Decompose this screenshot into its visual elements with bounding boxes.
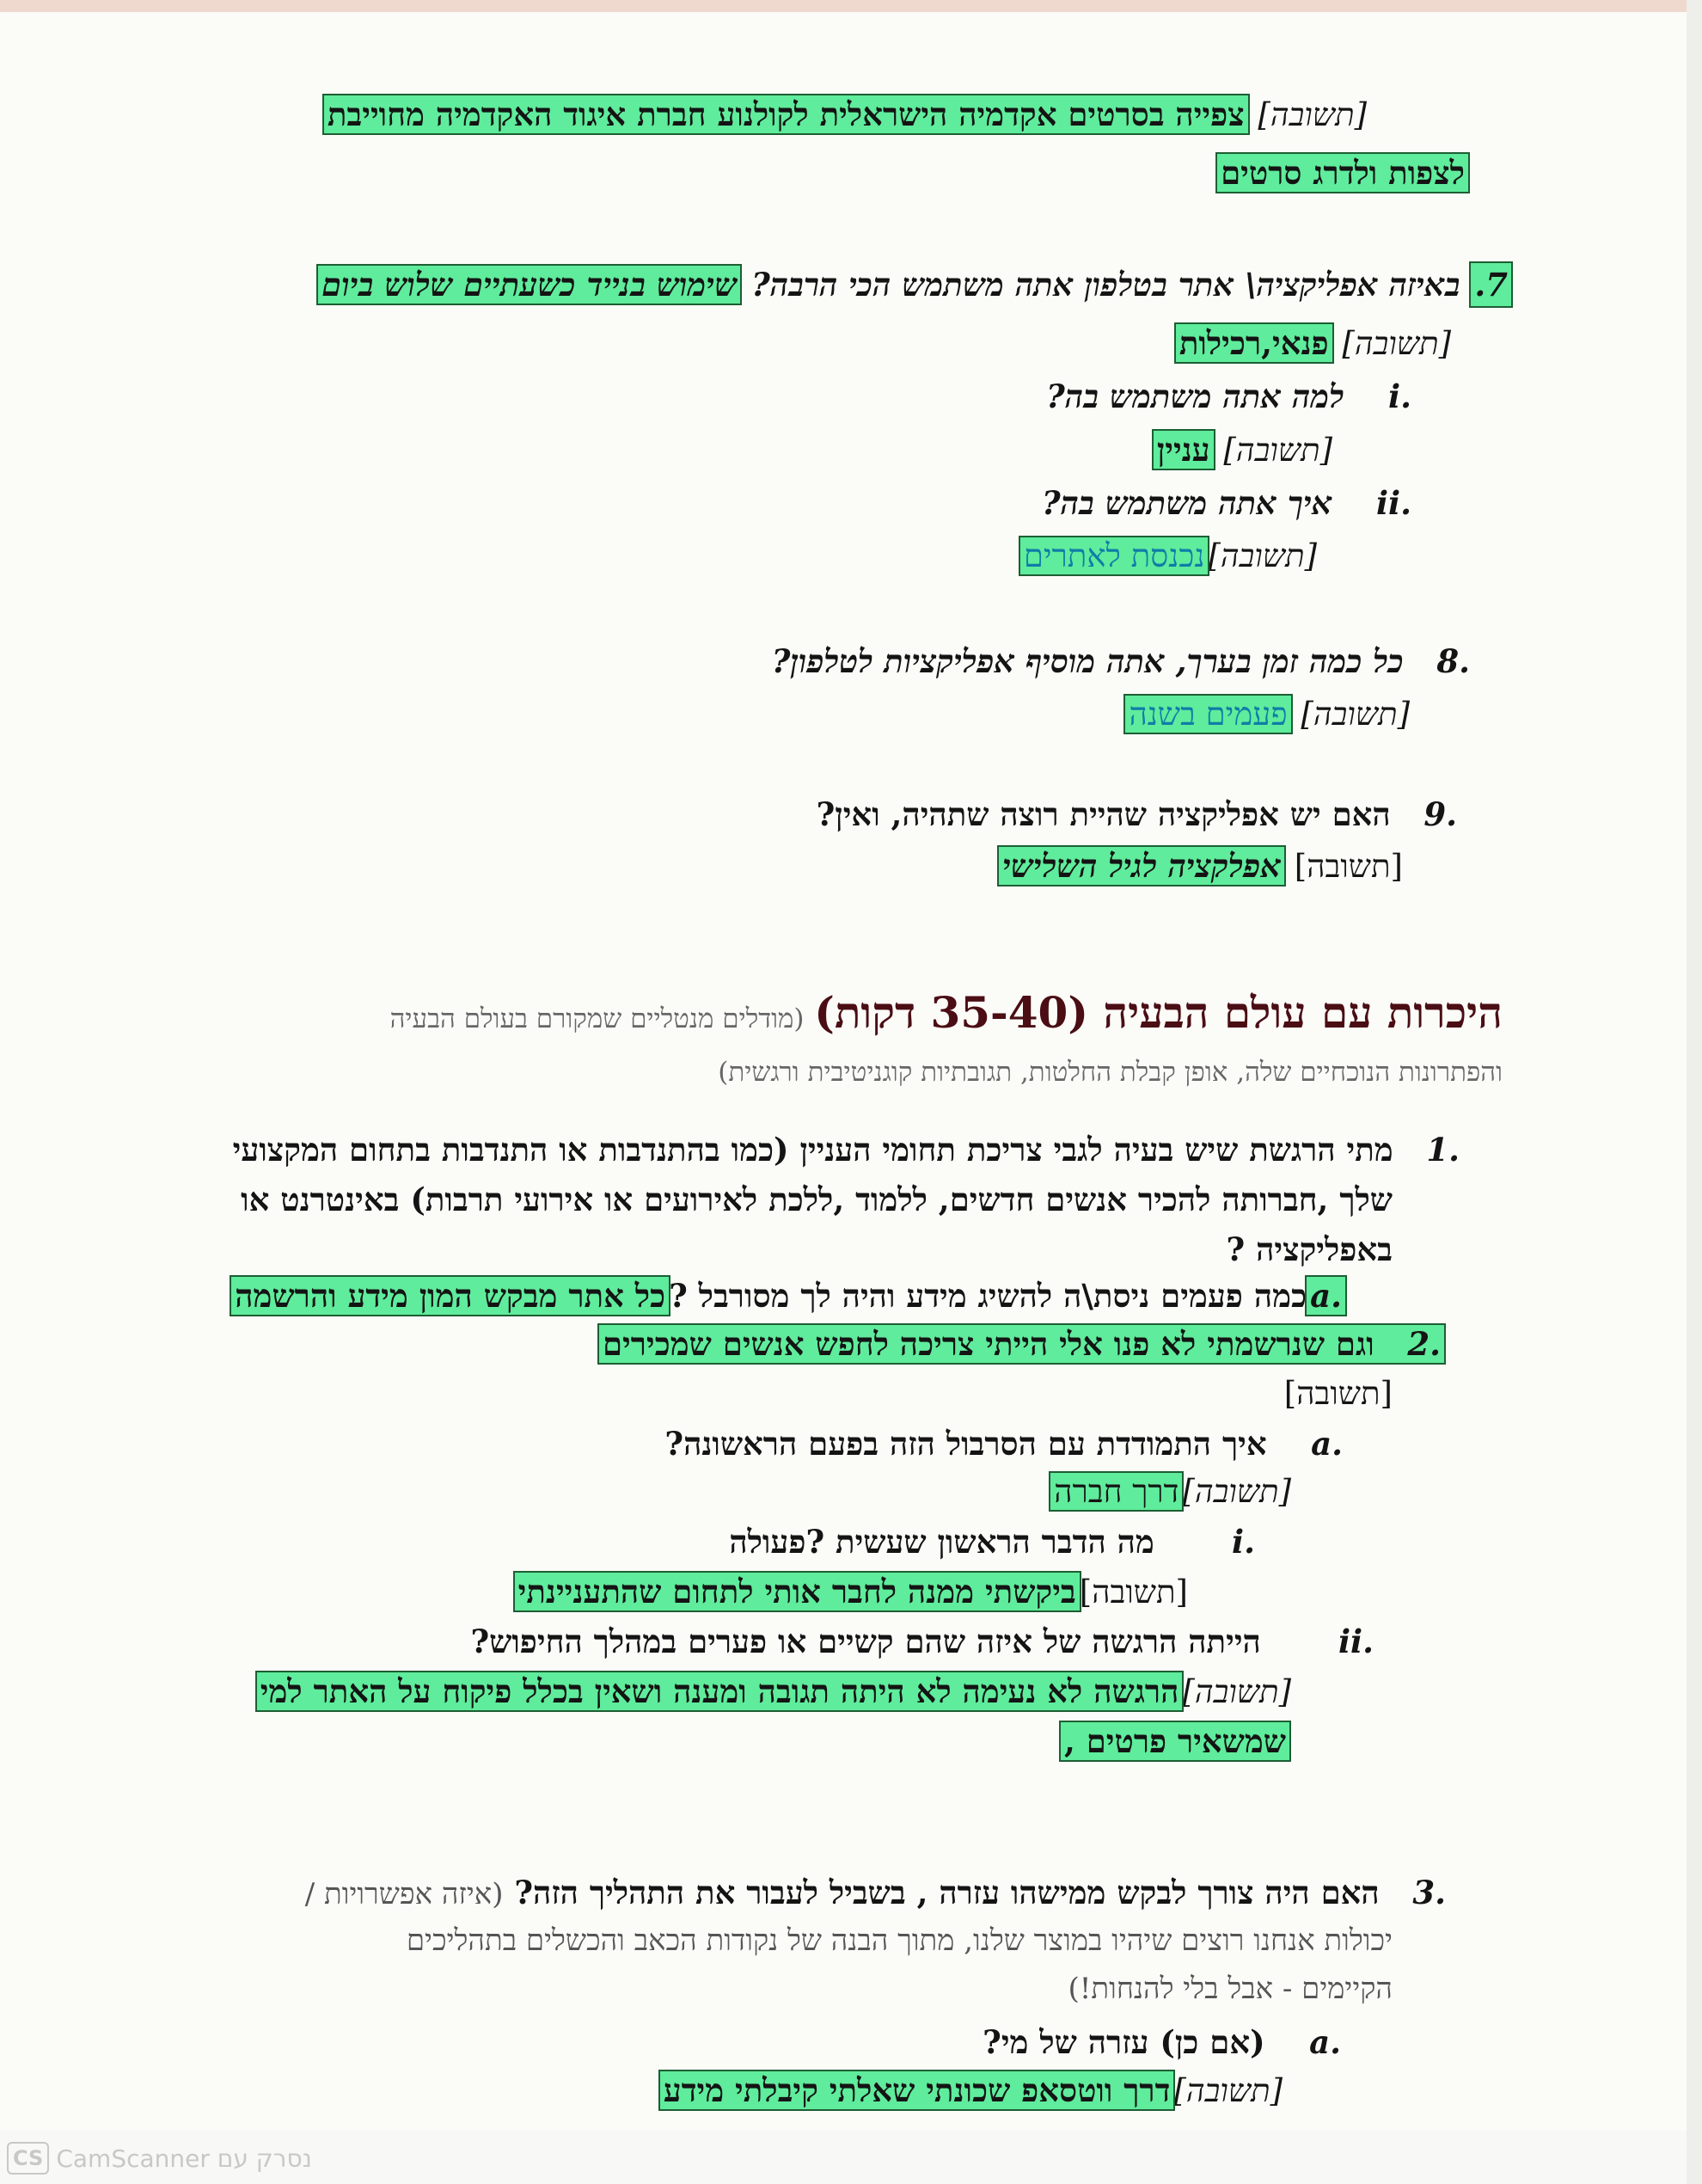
answer-line: [תשובה]ביקשתי ממנה לחבר אותי לתחום שהתעניינתי bbox=[515, 1570, 1188, 1614]
section-question-2-a: .a איך התמודדת עם הסרבול הזה בפעם הראשונה? bbox=[664, 1425, 1343, 1463]
scan-right-edge bbox=[1687, 0, 1702, 2184]
question-8: .8 כל כמה זמן בערך, אתה מוסיף אפליקציות לטלפון? bbox=[771, 642, 1470, 680]
camscanner-watermark bbox=[7, 2136, 351, 2181]
question-9: .9 האם יש אפליקציה שהיית רוצה שתהיה, ואין? bbox=[816, 795, 1457, 833]
highlight: לצפות ולדרג סרטים bbox=[1217, 154, 1468, 192]
section-question-3-a: .a (אם כן) עזרה של מי? bbox=[983, 2023, 1341, 2061]
highlight: כל אתר מבקש המון מידע והרשמה bbox=[231, 1277, 669, 1315]
answer-line: [תשובה] פעמים בשנה bbox=[1125, 693, 1410, 736]
answer-line: [תשובה] אפלקציה לגיל השלישי bbox=[999, 844, 1403, 888]
section-question-2-a-ii: .ii הייתה הרגשה של איזה שהם קשיים או פערים במהלך החיפוש? bbox=[470, 1623, 1374, 1660]
answer-line: [תשובה]דרך ווטסאפ שכונתי שאלתי קיבלתי מידע bbox=[660, 2069, 1283, 2113]
section-note: והפתרונות הנוכחיים שלה, אופן קבלת החלטות, תגובתיות קוגניטיבית ורגשית) bbox=[718, 1057, 1503, 1088]
section-question-1: .1 מתי הרגשת שיש בעיה לגבי צריכת תחומי העניין (כמו בהתנדבות או התנדבות בתחום המקצועי bbox=[232, 1131, 1460, 1169]
highlight: דרך ווטסאפ שכונתי שאלתי קיבלתי מידע bbox=[660, 2071, 1174, 2109]
answer-line bbox=[1061, 1720, 1289, 1764]
section-question-1-a: .aכמה פעמים ניסת\ה להשיג מידע והיה לך מסורבל ?כל אתר מבקש המון מידע והרשמה bbox=[231, 1274, 1345, 1317]
section-note: הקיימים - אבל בלי להנחות!) bbox=[1068, 1972, 1393, 2006]
answer-line: [תשובה]נכנסת לאתרים bbox=[1020, 535, 1317, 578]
highlight: נכנסת לאתרים bbox=[1020, 537, 1209, 574]
highlight: דרך חברה bbox=[1050, 1473, 1182, 1510]
section-question-1-cont: שלך ,חברותה להכיר אנשים חדשים, ללמוד ,ללכת לאירועים או אירועי תרבות) באינטרנט או bbox=[241, 1181, 1393, 1218]
answer-line bbox=[1217, 151, 1468, 195]
highlight: שימוש בנייד כשעתיים שלוש ביום bbox=[318, 266, 740, 304]
camscanner-logo-icon: CS bbox=[7, 2142, 49, 2175]
section-title: היכרות עם עולם הבעיה (35-40 דקות) bbox=[814, 987, 1503, 1038]
highlight: שמשאיר פרטים , bbox=[1061, 1722, 1289, 1760]
answer-line: [תשובה] צפייה בסרטים אקדמיה הישראלית לקולנוע חברת איגוד האקדמיה מחוייבת bbox=[324, 93, 1367, 137]
highlight: .2 וגם שנרשמתי לא פנו אלי הייתי צריכה לחפש אנשים שמכירים bbox=[599, 1325, 1444, 1363]
highlight: פעמים בשנה bbox=[1125, 696, 1290, 733]
question-7-i: .i למה אתה משתמש בה? bbox=[1046, 377, 1411, 415]
watermark-text: נסרק עם CamScanner bbox=[56, 2144, 312, 2173]
section-question-3: .3 האם היה צורך לבקש ממישהו עזרה , בשביל לעבור את התהליך הזה? (איזה אפשרויות / bbox=[304, 1874, 1446, 1911]
highlight: הרגשה לא נעימה לא היתה תגובה ומענה ושאין בכלל פיקוח על האתר למי bbox=[257, 1672, 1183, 1710]
section-question-1-cont: באפליקציה ? bbox=[1226, 1230, 1393, 1268]
section-question-2 bbox=[599, 1322, 1444, 1365]
section-note: יכולות אנחנו רוצים שיהיו במוצר שלנו, מתוך הבנה של נקודות הכאב והכשלים בתהליכים bbox=[406, 1923, 1393, 1958]
highlight: ביקשתי ממנה לחבר אותי לתחום שהתעניינתי bbox=[515, 1573, 1080, 1610]
answer-line: [תשובה] bbox=[1283, 1375, 1393, 1412]
scan-top-edge bbox=[0, 0, 1702, 12]
answer-line: [תשובה]דרך חברה bbox=[1050, 1470, 1291, 1513]
section-question-2-a-i: .i מה הדבר הראשון שעשית ?פעולה bbox=[729, 1523, 1255, 1561]
highlight: פנאי,רכילות bbox=[1176, 324, 1332, 362]
highlight: אפלקציה לגיל השלישי bbox=[999, 847, 1284, 885]
question-7: 7. באיזה אפליקציה\ אתר בטלפון אתה משתמש הכי הרבה? שימוש בנייד כשעתיים שלוש ביום bbox=[318, 263, 1511, 306]
answer-line: [תשובה]הרגשה לא נעימה לא היתה תגובה ומענה ושאין בכלל פיקוח על האתר למי bbox=[257, 1670, 1291, 1714]
highlight: עניין bbox=[1154, 431, 1214, 469]
section-heading: היכרות עם עולם הבעיה (35-40 דקות) (מודלים מנטליים שמקורם בעולם הבעיה bbox=[389, 987, 1503, 1038]
answer-line: [תשובה] פנאי,רכילות bbox=[1176, 322, 1451, 365]
question-7-ii: .ii איך אתה משתמש בה? bbox=[1041, 484, 1411, 522]
answer-line: [תשובה] עניין bbox=[1154, 428, 1332, 472]
highlight: צפייה בסרטים אקדמיה הישראלית לקולנוע חברת איגוד האקדמיה מחוייבת bbox=[324, 95, 1248, 133]
